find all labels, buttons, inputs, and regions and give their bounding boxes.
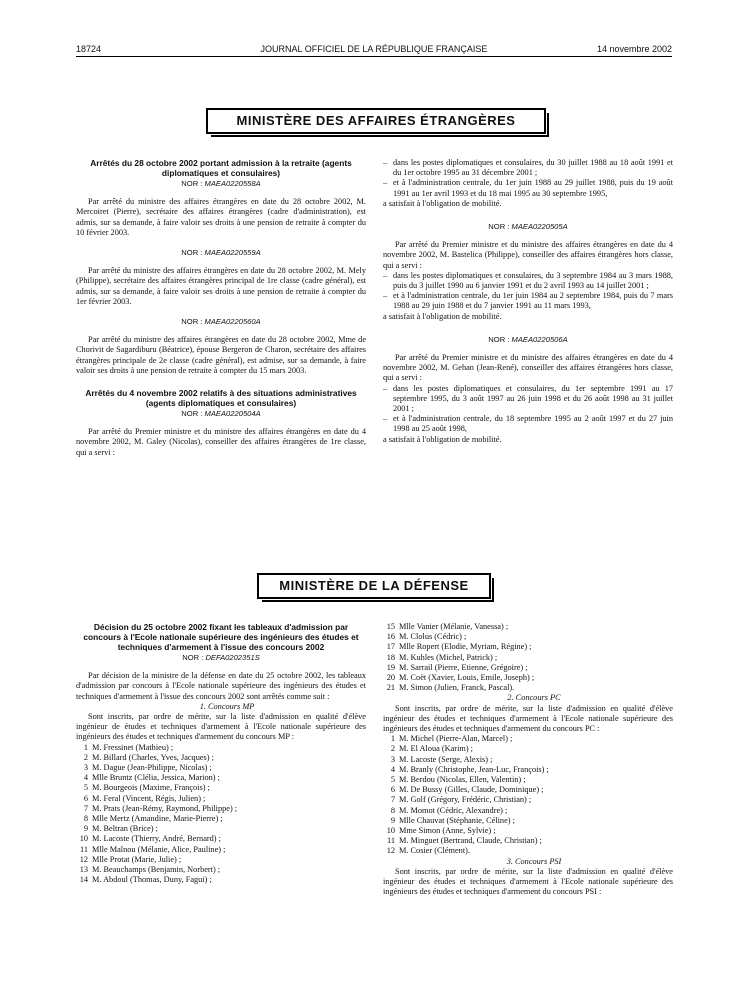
rank-number: 2 — [83, 752, 88, 762]
rank-number: 16 — [386, 632, 395, 642]
candidate-name: M. El Aloua (Karim) ; — [399, 744, 473, 754]
candidate-name: M. Sarrail (Pierre, Etienne, Grégoire) ; — [399, 662, 528, 672]
rank-number: 5 — [83, 783, 88, 793]
candidate-name: M. Lacoste (Serge, Alexis) ; — [399, 754, 493, 764]
candidate-name: M. Fressinet (Mathieu) ; — [92, 742, 174, 752]
admission-list-pc — [383, 734, 673, 856]
admission-list-mp-continued — [383, 622, 673, 693]
rank-number: 5 — [390, 775, 395, 785]
rank-number: 11 — [80, 844, 88, 854]
list-item — [383, 653, 673, 663]
rank-number: 9 — [83, 824, 88, 834]
subheading-concours-psi: 3. Concours PSI — [506, 856, 562, 866]
rank-number: 3 — [390, 754, 395, 764]
journal-title: JOURNAL OFFICIEL DE LA RÉPUBLIQUE FRANÇAISE — [260, 44, 488, 54]
candidate-name: M. Berdou (Nicolas, Ellen, Valentin) ; — [399, 775, 526, 785]
list-item — [76, 753, 366, 763]
list-item — [76, 865, 366, 875]
list-item — [383, 683, 673, 693]
list-item: – dans les postes diplomatiques et consulaires, du 3 septembre 1984 au 3 mars 1988, puis du 3 juillet 1990 au 6 janvier 1991 et du 2 avril 1993 au 14 juillet 2001 ; — [383, 271, 673, 291]
list-item — [76, 845, 366, 855]
rank-number: 9 — [390, 815, 395, 825]
page-number: 18724 — [76, 44, 102, 54]
candidate-name: Mme Simon (Anne, Sylvie) ; — [399, 826, 496, 836]
list-item — [383, 806, 673, 816]
list-item — [383, 826, 673, 836]
paragraph: Par arrêté du ministre des affaires étrangères en date du 28 octobre 2002, M. Mercoiret (Pierre), secrétaire des affaires étrangères (cadre d'administration), est admis, sur sa demande, à faire valoir ses droits à une pension de retraite à compter du 10 février 2003. — [76, 197, 366, 237]
list-item — [383, 734, 673, 744]
candidate-name: M. Lacoste (Thierry, André, Bernard) ; — [92, 834, 221, 844]
candidate-name: M. Clolus (Cédric) ; — [399, 632, 467, 642]
candidate-name: M. Billard (Charles, Yves, Jacques) ; — [92, 752, 214, 762]
service-list — [383, 271, 673, 312]
candidate-name: M. De Bussy (Gilles, Claude, Dominique) ; — [399, 785, 544, 795]
rank-number: 8 — [390, 805, 395, 815]
list-item — [76, 773, 366, 783]
nor-reference: NOR : MAEA0220560A — [181, 317, 261, 327]
list-item: – et à l'administration centrale, du 1er juin 1988 au 29 juillet 1988, puis du 19 août 1991 au 1er avril 1993 et du 18 mai 1995 au 30 septembre 1995, — [383, 178, 673, 198]
list-item: – dans les postes diplomatiques et consulaires, du 1er septembre 1991 au 17 septembre 1995, du 3 août 1997 au 26 juin 1998 et du 26 août 1998 au 31 juillet 2001 ; — [383, 384, 673, 415]
list-item — [76, 875, 366, 885]
rank-number: 10 — [386, 826, 395, 836]
rank-number: 1 — [83, 742, 88, 752]
list-item — [383, 785, 673, 795]
list-item — [76, 834, 366, 844]
candidate-name: M. Beauchamps (Benjamin, Norbert) ; — [92, 865, 221, 875]
admission-list-mp — [76, 743, 366, 886]
candidate-name: M. Minguet (Bertrand, Claude, Christian) ; — [399, 836, 542, 846]
candidate-name: Mlle Vanier (Mélanie, Vanessa) ; — [399, 622, 509, 631]
candidate-name: Mlle Malnou (Mélanie, Alice, Pauline) ; — [92, 844, 226, 854]
mobility-statement: a satisfait à l'obligation de mobilité. — [383, 434, 502, 444]
candidate-name: M. Prats (Jean-Rémy, Raymond, Philippe) ; — [92, 803, 238, 813]
rank-number: 4 — [83, 773, 88, 783]
list-item — [383, 795, 673, 805]
candidate-name: Mlle Protat (Marie, Julie) ; — [92, 854, 182, 864]
rank-number: 20 — [386, 673, 395, 683]
rank-number: 7 — [390, 795, 395, 805]
ministry-title: MINISTÈRE DE LA DÉFENSE — [279, 578, 469, 593]
paragraph: Sont inscrits, par ordre de mérite, sur la liste d'admission en qualité d'élève ingénieur de études et techniques d'armement à l'Ecole nationale supérieure des ingénieurs des études et techniques d'armement du concours MP : — [76, 712, 366, 742]
ministry-heading-defense — [257, 573, 491, 599]
list-item — [383, 775, 673, 785]
rank-number: 11 — [387, 836, 395, 846]
rank-number: 21 — [386, 683, 395, 693]
candidate-name: M. Michel (Pierre-Alan, Marcel) ; — [399, 734, 513, 744]
candidate-name: M. Dague (Jean-Philippe, Nicolas) ; — [92, 763, 212, 773]
rank-number: 7 — [83, 803, 88, 813]
list-item — [383, 846, 673, 856]
decision-heading: Décision du 25 octobre 2002 fixant les tableaux d'admission par concours à l'Ecole nationale supérieure des ingénieurs des études et techniques d'armement à l'issue des concours 2002 — [83, 622, 359, 652]
rank-number: 15 — [386, 622, 395, 631]
nor-reference: NOR : MAEA0220504A — [181, 409, 261, 419]
list-item — [383, 622, 673, 632]
candidate-name: Mlle Bruntz (Clélia, Jessica, Marion) ; — [92, 773, 220, 783]
rank-number: 6 — [83, 793, 88, 803]
list-item — [383, 673, 673, 683]
nor-reference: NOR : DEFA0202351S — [182, 653, 260, 662]
nor-reference: NOR : MAEA0220505A — [488, 222, 568, 232]
list-item: – et à l'administration centrale, du 18 septembre 1995 au 2 août 1997 et du 27 juin 1998 au 25 août 1998, — [383, 414, 673, 434]
ministry-heading-foreign-affairs — [206, 108, 546, 134]
service-list — [383, 158, 673, 199]
rank-number: 1 — [390, 734, 395, 744]
paragraph: Par arrêté du ministre des affaires étrangères en date du 28 octobre 2002, Mme de Chorivit de Sagardiburu (Béatrice), épouse Bergeron de Charon, secrétaire des affaires étrangères principale de 2e classe (cadre général), est admise, sur sa demande, à faire valoir ses droits à une pension de retraite à compter du 15 mars 2003. — [76, 335, 366, 375]
candidate-name: M. Abdoul (Thomas, Duny, Fagui) ; — [92, 875, 212, 885]
list-item — [76, 804, 366, 814]
right-column-defense — [383, 622, 673, 897]
nor-reference: NOR : MAEA0220559A — [181, 248, 261, 258]
list-item — [76, 743, 366, 753]
candidate-name: M. Bourgeois (Maxime, François) ; — [92, 783, 210, 793]
issue-date: 14 novembre 2002 — [596, 44, 672, 54]
list-item: – et à l'administration centrale, du 1er juin 1984 au 2 septembre 1984, puis du 7 mars 1988 au 29 juin 1988 et du 7 janvier 1991 au 11 mars 1993, — [383, 291, 673, 311]
list-item — [383, 663, 673, 673]
rank-number: 6 — [390, 785, 395, 795]
subheading-concours-mp: 1. Concours MP — [199, 701, 255, 711]
right-column-foreign-affairs — [383, 158, 673, 445]
paragraph: Par arrêté du Premier ministre et du ministre des affaires étrangères en date du 4 novembre 2002, M. Bastelica (Philippe), conseiller des affaires étrangères hors classe, qui a servi : — [383, 240, 673, 270]
decree-heading-retirement: Arrêtés du 28 octobre 2002 portant admission à la retraite (agents diplomatiques et consulaires) — [90, 158, 352, 178]
ministry-title: MINISTÈRE DES AFFAIRES ÉTRANGÈRES — [236, 113, 516, 128]
candidate-name: M. Kuhles (Michel, Patrick) ; — [399, 652, 498, 662]
paragraph: Par arrêté du Premier ministre et du ministre des affaires étrangères en date du 4 novembre 2002, M. Gehan (Jean-René), conseiller des affaires étrangères hors classe, qui a servi : — [383, 353, 673, 383]
rank-number: 10 — [79, 834, 88, 844]
subheading-concours-pc: 2. Concours PC — [507, 693, 561, 703]
rank-number: 12 — [386, 846, 395, 856]
paragraph: Sont inscrits, par ordre de mérite, sur la liste d'admission en qualité d'élève ingénieur des études et techniques d'armement à l'Ecole nationale supérieure des ingénieurs des études et techniques d'armement du concours PC : — [383, 703, 673, 734]
rank-number: 14 — [79, 875, 88, 885]
mobility-statement: a satisfait à l'obligation de mobilité. — [383, 198, 502, 208]
list-item — [76, 855, 366, 865]
left-column-defense — [76, 622, 366, 885]
list-item — [76, 763, 366, 773]
rank-number: 3 — [83, 763, 88, 773]
candidate-name: M. Simon (Julien, Franck, Pascal). — [399, 683, 515, 693]
rank-number: 17 — [386, 642, 395, 652]
rank-number: 13 — [79, 865, 88, 875]
candidate-name: M. Coët (Xavier, Louis, Emile, Joseph) ; — [399, 673, 535, 683]
candidate-name: M. Branly (Christophe, Jean-Luc, François) ; — [399, 764, 549, 774]
list-item — [383, 755, 673, 765]
paragraph: Par arrêté du ministre des affaires étrangères en date du 28 octobre 2002, M. Mely (Philippe), secrétaire des affaires étrangères principal de 1re classe (cadre général), est admis, sur sa demande, à faire valoir ses droits à une pension de retraite à compter du 1er février 2003. — [76, 266, 366, 306]
service-list — [383, 384, 673, 435]
left-column-foreign-affairs — [76, 158, 366, 458]
list-item — [76, 814, 366, 824]
paragraph: Par décision de la ministre de la défense en date du 25 octobre 2002, les tableaux d'admission par concours à l'Ecole nationale supérieure des ingénieurs des études et techniques d'armement à l'issue des concours 2002 sont arrêtés comme suit : — [76, 671, 366, 701]
candidate-name: M. Golf (Grégory, Frédéric, Christian) ; — [399, 795, 532, 805]
list-item — [383, 765, 673, 775]
decree-heading-administrative: Arrêtés du 4 novembre 2002 relatifs à des situations administratives (agents diplomatiques et consulaires) — [85, 388, 357, 409]
candidate-name: M. Feral (Vincent, Régis, Julien) ; — [92, 793, 206, 803]
rank-number: 2 — [390, 744, 395, 754]
candidate-name: Mlle Ropert (Elodie, Myriam, Régine) ; — [399, 642, 532, 652]
list-item — [383, 632, 673, 642]
nor-reference: NOR : MAEA0220558A — [181, 179, 261, 188]
paragraph: Sont inscrits, par ordre de mérite, sur la liste d'admission en qualité d'élève ingénieur des études et techniques d'armement à l'Ecole nationale supérieure des ingénieurs des études et techniques d'armement du concours PSI : — [383, 866, 673, 897]
list-item — [76, 783, 366, 793]
header-rule — [76, 56, 672, 57]
list-item — [383, 744, 673, 754]
paragraph: Par arrêté du Premier ministre et du ministre des affaires étrangères en date du 4 novembre 2002, M. Galey (Nicolas), conseiller des affaires étrangères de 1re classe, qui a servi : — [76, 427, 366, 457]
rank-number: 4 — [390, 764, 395, 774]
rank-number: 19 — [386, 662, 395, 672]
list-item — [76, 824, 366, 834]
candidate-name: M. Beltran (Brice) ; — [92, 824, 158, 834]
mobility-statement: a satisfait à l'obligation de mobilité. — [383, 311, 502, 321]
candidate-name: Mlle Mertz (Amandine, Marie-Pierre) ; — [92, 814, 223, 824]
list-item: – dans les postes diplomatiques et consulaires, du 30 juillet 1988 au 18 août 1991 et du 1er octobre 1995 au 31 décembre 2001 ; — [383, 158, 673, 178]
rank-number: 12 — [79, 854, 88, 864]
list-item — [383, 642, 673, 652]
list-item — [383, 836, 673, 846]
candidate-name: Mlle Chauvat (Stéphanie, Céline) ; — [399, 815, 515, 825]
list-item — [383, 816, 673, 826]
nor-reference: NOR : MAEA0220506A — [488, 334, 568, 344]
rank-number: 18 — [386, 652, 395, 662]
candidate-name: M. Momot (Cédric, Alexandre) ; — [399, 805, 508, 815]
rank-number: 8 — [83, 814, 88, 824]
candidate-name: M. Cosier (Clément). — [399, 846, 470, 856]
list-item — [76, 794, 366, 804]
